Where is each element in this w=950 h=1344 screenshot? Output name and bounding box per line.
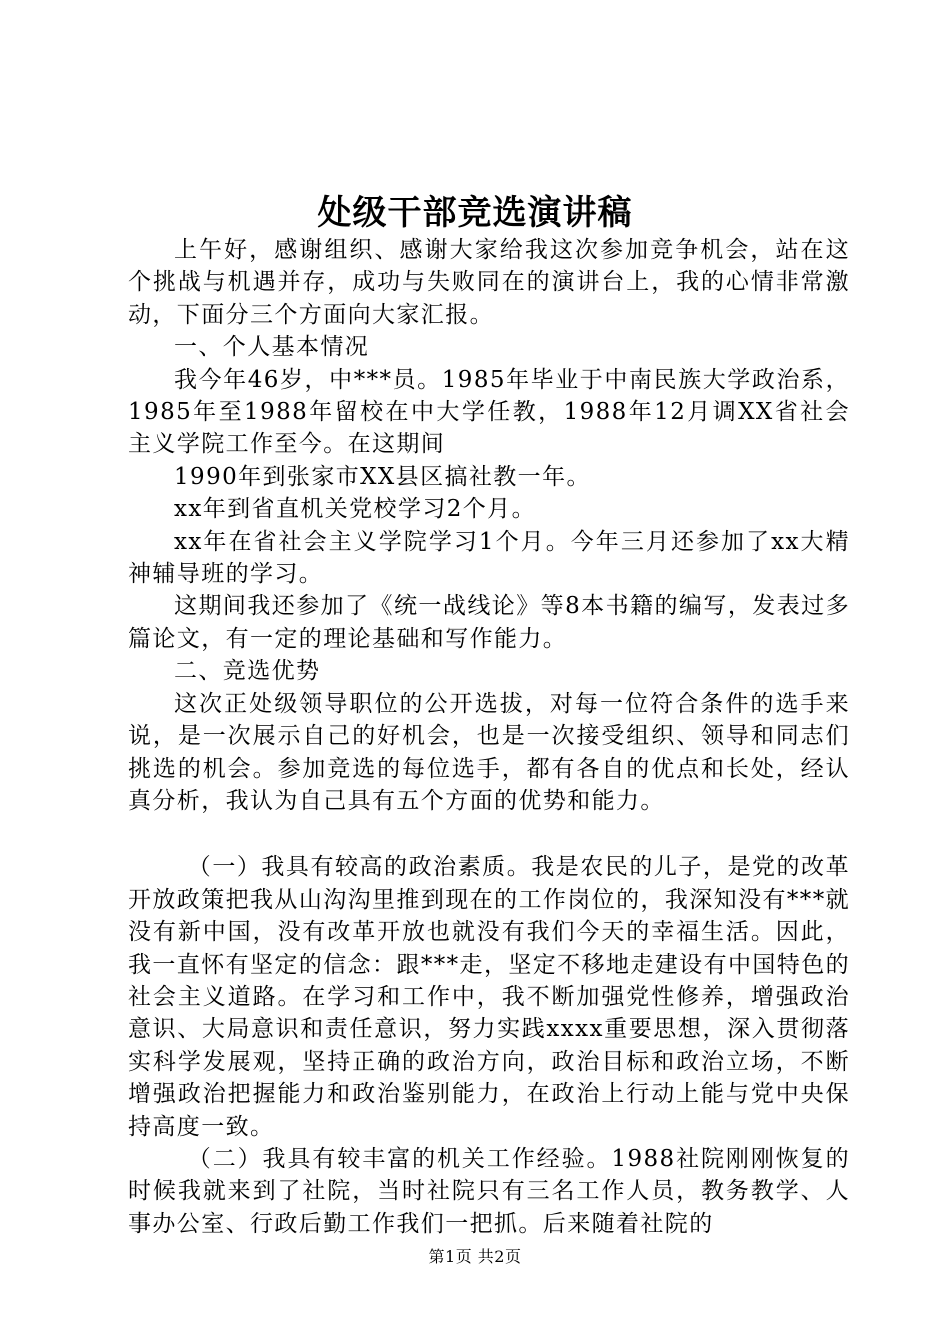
paragraph-political-quality: （一）我具有较高的政治素质。我是农民的儿子，是党的改革开放政策把我从山沟沟里推到现在的工作岗位的，我深知没有***就没有新中国，没有改革开放也就没有我们今天的幸福生活。因此，我一直怀有坚定的信念：跟***走，坚定不移地走建设有中国特色的社会主义道路。在学习和工作中，我不断加强党性修养，增强政治意识、大局意识和责任意识，努力实践xxxx重要思想，深入贯彻落实科学发展观，坚持正确的政治方向，政治目标和政治立场，不断增强政治把握能力和政治鉴别能力，在政治上行动上能与党中央保持高度一致。 — [128, 854, 850, 1140]
paragraph-socialist-academy: xx年在省社会主义学院学习1个月。今年三月还参加了xx大精神辅导班的学习。 — [128, 528, 850, 588]
section-heading-advantages: 二、竞选优势 — [174, 658, 321, 685]
paragraph-party-school: xx年到省直机关党校学习2个月。 — [174, 496, 536, 523]
paragraph-greeting: 上午好，感谢组织、感谢大家给我这次参加竞争机会，站在这个挑战与机遇并存，成功与失败同在的演讲台上，我的心情非常激动，下面分三个方面向大家汇报。 — [128, 237, 850, 328]
document-title: 处级干部竞选演讲稿 — [317, 193, 633, 233]
paragraph-1990-experience: 1990年到张家市XX县区搞社教一年。 — [174, 463, 591, 490]
paragraph-publications: 这期间我还参加了《统一战线论》等8本书籍的编写，发表过多篇论文，有一定的理论基础和写作能力。 — [128, 593, 850, 652]
paragraph-personal-info: 我今年46岁，中***员。1985年毕业于中南民族大学政治系，1985年至1988年留校在中大学任教，1988年12月调XX省社会主义学院工作至今。在这期间 — [128, 366, 850, 458]
paragraph-election-intro: 这次正处级领导职位的公开选拔，对每一位符合条件的选手来说，是一次展示自己的好机会，也是一次接受组织、领导和同志们挑选的机会。参加竞选的每位选手，都有各自的优点和长处，经认真分析，我认为自己具有五个方面的优势和能力。 — [128, 690, 850, 814]
paragraph-work-experience: （二）我具有较丰富的机关工作经验。1988社院刚刚恢复的时候我就来到了社院，当时社院只有三名工作人员，教务教学、人事办公室、行政后勤工作我们一把抓。后来随着社院的 — [128, 1145, 850, 1237]
document-body — [128, 234, 850, 1240]
page-footer: 第1页 共2页 — [428, 1247, 522, 1266]
section-heading-basic-info: 一、个人基本情况 — [174, 334, 370, 361]
